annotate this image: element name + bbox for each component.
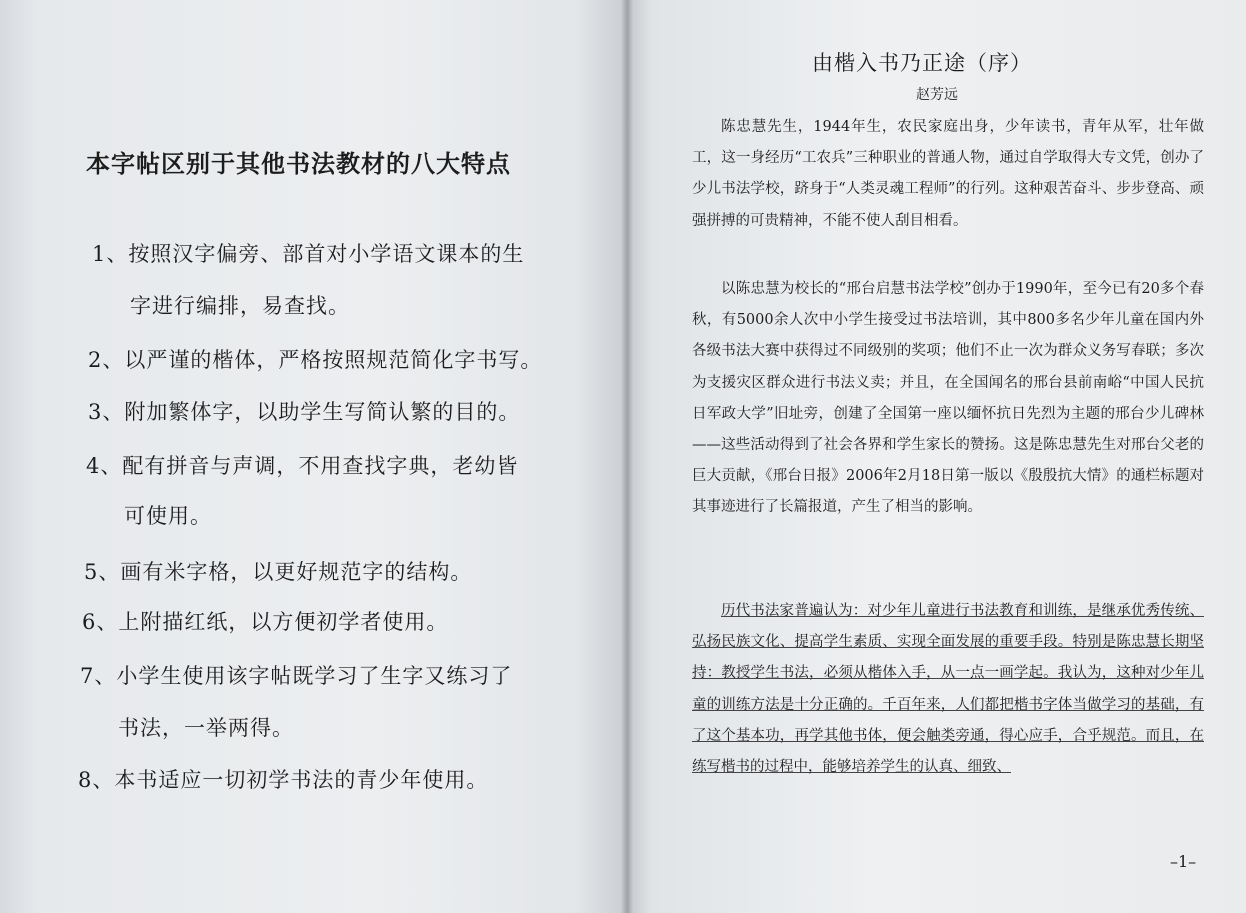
preface-paragraph-2: 以陈忠慧为校长的“邢台启慧书法学校”创办于1990年，至今已有20多个春秋，有5000余人次中小学生接受过书法培训，其中800多名少年儿童在国内外各级书法大赛中获得过不同级别的奖项；他们不止一次为群众义务写春联；多次为支援灾区群众进行书法义卖；并且，在全国闻名的邢台县前南峪“中国人民抗日军政大学”旧址旁，创建了全国第一座以缅怀抗日先烈为主题的邢台少儿碑林——这些活动得到了社会各界和学生家长的赞扬。这是陈忠慧先生对邢台父老的巨大贡献，《邢台日报》2006年2月18日第一版以《殷殷抗大情》的通栏标题对其事迹进行了长篇报道，产生了相当的影响。	[692, 281, 1204, 516]
book-gutter	[621, 0, 633, 913]
feature-item-6: 6、上附描红纸，以方便初学者使用。	[82, 610, 449, 634]
page-number: –1–	[1170, 852, 1197, 871]
feature-item-3: 3、附加繁体字，以助学生写简认繁的目的。	[88, 400, 521, 424]
feature-item-1: 1、按照汉字偏旁、部首对小学语文课本的生	[92, 242, 525, 266]
feature-item-2: 2、以严谨的楷体，严格按照规范简化字书写。	[88, 348, 543, 372]
feature-item-8: 8、本书适应一切初学书法的青少年使用。	[78, 768, 489, 792]
preface-paragraph-1: 陈忠慧先生，1944年生，农民家庭出身，少年读书，青年从军，壮年做工，这一身经历“工农兵”三种职业的普通人物，通过自学取得大专文凭，创办了少儿书法学校，跻身于“人类灵魂工程师”的行列。这种艰苦奋斗、步步登高、顽强拼搏的可贵精神，不能不使人刮目相看。	[692, 119, 1204, 229]
preface-author: 赵芳远	[916, 87, 958, 103]
feature-item-4-continued: 可使用。	[124, 504, 212, 528]
feature-item-5: 5、画有米字格，以更好规范字的结构。	[84, 560, 473, 584]
preface-paragraph-3: 历代书法家普遍认为：对少年儿童进行书法教育和训练，是继承优秀传统、弘扬民族文化、提高学生素质、实现全面发展的重要手段。特别是陈忠慧长期坚持：教授学生书法，必须从楷体入手，从一点一画学起。我认为，这种对少年儿童的训练方法是十分正确的。千百年来，人们都把楷书字体当做学习的基础，有了这个基本功，再学其他书体，便会触类旁通，得心应手，合乎规范。而且，在练写楷书的过程中，能够培养学生的认真、细致、	[692, 603, 1204, 776]
left-page-title: 本字帖区别于其他书法教材的八大特点	[86, 149, 511, 178]
feature-item-1-continued: 字进行编排，易查找。	[130, 294, 350, 318]
feature-item-7-continued: 书法，一举两得。	[118, 716, 294, 740]
preface-title: 由楷入书乃正途（序）	[812, 51, 1032, 75]
feature-item-7: 7、小学生使用该字帖既学习了生字又练习了	[80, 664, 513, 688]
feature-item-4: 4、配有拼音与声调，不用查找字典，老幼皆	[86, 454, 519, 478]
